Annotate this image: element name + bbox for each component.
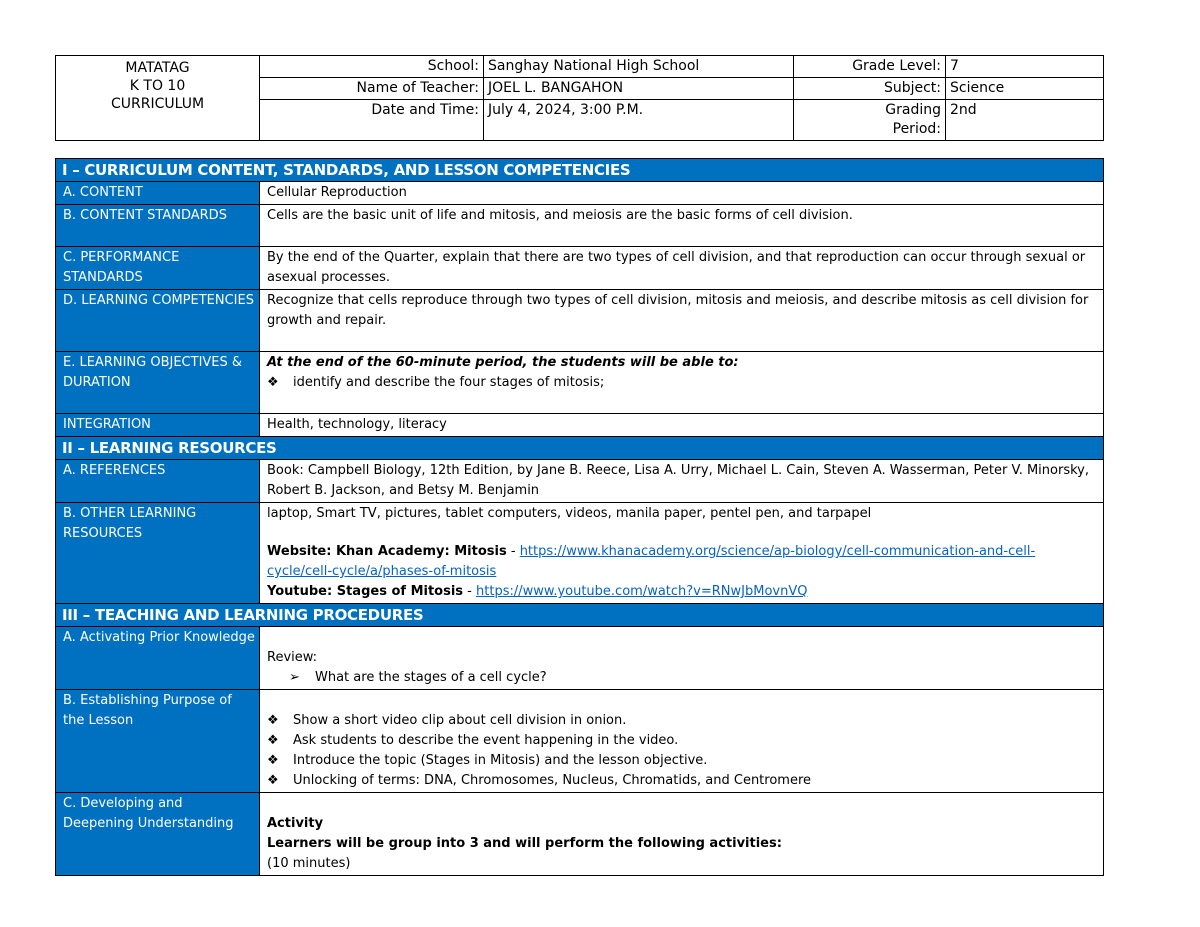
learning-objectives-cell — [260, 352, 1104, 414]
section-2-title: II – LEARNING RESOURCES — [56, 437, 1104, 460]
performance-standards-value: By the end of the Quarter, explain that there are two types of cell division, and that reproduction can occur through sexual or asexual processes. — [260, 247, 1104, 290]
integration-label: INTEGRATION — [56, 414, 260, 437]
datetime-value: July 4, 2024, 3:00 P.M. — [484, 100, 794, 141]
activity-time: (10 minutes) — [267, 856, 351, 871]
diamond-bullet-icon: ❖ — [267, 733, 279, 748]
youtube-line: Youtube: Stages of Mitosis - https://www.youtube.com/watch?v=RNwJbMovnVQ — [267, 584, 808, 599]
arrow-bullet-icon: ➢ — [289, 670, 300, 685]
curriculum-label: MATATAG K TO 10 CURRICULUM — [56, 56, 260, 141]
grade-level-value: 7 — [946, 56, 1104, 78]
section-1-title: I – CURRICULUM CONTENT, STANDARDS, AND LESSON COMPETENCIES — [56, 159, 1104, 182]
developing-understanding-cell — [260, 793, 1104, 876]
references-label: A. REFERENCES — [56, 460, 260, 503]
other-resources-label: B. OTHER LEARNING RESOURCES — [56, 503, 260, 604]
diamond-bullet-icon: ❖ — [267, 753, 279, 768]
establishing-purpose-label: B. Establishing Purpose of the Lesson — [56, 690, 260, 793]
content-value: Cellular Reproduction — [260, 182, 1104, 205]
grading-period-value: 2nd — [946, 100, 1104, 141]
content-label: A. CONTENT — [56, 182, 260, 205]
learning-competencies-value: Recognize that cells reproduce through two types of cell division, mitosis and meiosis, and describe mitosis as cell division for growth and repair. — [260, 290, 1104, 352]
list-item: ❖ Unlocking of terms: DNA, Chromosomes, Nucleus, Chromatids, and Centromere — [267, 771, 1099, 791]
teacher-label: Name of Teacher: — [260, 78, 484, 100]
objectives-intro: At the end of the 60-minute period, the students will be able to: — [267, 355, 739, 370]
diamond-bullet-icon: ❖ — [267, 375, 279, 390]
review-label: Review: — [267, 650, 318, 665]
learning-objectives-label: E. LEARNING OBJECTIVES & DURATION — [56, 352, 260, 414]
list-item: ❖ Show a short video clip about cell division in onion. — [267, 711, 1099, 731]
subject-value: Science — [946, 78, 1104, 100]
teacher-value: JOEL L. BANGAHON — [484, 78, 794, 100]
list-item: ❖ Introduce the topic (Stages in Mitosis) and the lesson objective. — [267, 751, 1099, 771]
khan-academy-link[interactable]: https://www.khanacademy.org/science/ap-biology/cell-communication-and-cell-cycle/cell-cycle/a/phases-of-mitosis — [267, 544, 1036, 579]
grading-period-label: Grading Period: — [794, 100, 946, 141]
section-3-title: III – TEACHING AND LEARNING PROCEDURES — [56, 604, 1104, 627]
datetime-label: Date and Time: — [260, 100, 484, 141]
learning-competencies-label: D. LEARNING COMPETENCIES — [56, 290, 260, 352]
activating-prior-knowledge-label: A. Activating Prior Knowledge — [56, 627, 260, 690]
performance-standards-label: C. PERFORMANCE STANDARDS — [56, 247, 260, 290]
other-resources-value: laptop, Smart TV, pictures, tablet computers, videos, manila paper, pentel pen, and tarpapel — [267, 506, 872, 521]
website-label: Website: Khan Academy: Mitosis — [267, 544, 507, 559]
content-standards-label: B. CONTENT STANDARDS — [56, 205, 260, 247]
references-value: Book: Campbell Biology, 12th Edition, by Jane B. Reece, Lisa A. Urry, Michael L. Cain, Steven A. Wasserman, Peter V. Minorsky, Robert B. Jackson, and Betsy M. Benjamin — [260, 460, 1104, 503]
establishing-purpose-cell — [260, 690, 1104, 793]
other-resources-cell — [260, 503, 1104, 604]
developing-understanding-label: C. Developing and Deepening Understanding — [56, 793, 260, 876]
subject-label: Subject: — [794, 78, 946, 100]
review-item: ➢ What are the stages of a cell cycle? — [267, 668, 1099, 688]
youtube-label: Youtube: Stages of Mitosis — [267, 584, 464, 599]
objectives-list-item: ❖ identify and describe the four stages of mitosis; — [267, 373, 1099, 393]
diamond-bullet-icon: ❖ — [267, 773, 279, 788]
activity-heading: Activity — [267, 816, 324, 831]
diamond-bullet-icon: ❖ — [267, 713, 279, 728]
school-label: School: — [260, 56, 484, 78]
integration-value: Health, technology, literacy — [260, 414, 1104, 437]
lesson-plan-table — [55, 158, 1104, 876]
activating-prior-knowledge-cell — [260, 627, 1104, 690]
header-table — [55, 55, 1104, 141]
website-line: Website: Khan Academy: Mitosis - https://www.khanacademy.org/science/ap-biology/cell-communication-and-cell-cycle/cell-cycle/a/phases-of-mitosis — [267, 544, 1036, 579]
grade-level-label: Grade Level: — [794, 56, 946, 78]
content-standards-value: Cells are the basic unit of life and mitosis, and meiosis are the basic forms of cell division. — [260, 205, 1104, 247]
youtube-link[interactable]: https://www.youtube.com/watch?v=RNwJbMovnVQ — [476, 584, 808, 599]
list-item: ❖ Ask students to describe the event happening in the video. — [267, 731, 1099, 751]
activity-instruction: Learners will be group into 3 and will perform the following activities: — [267, 836, 782, 851]
school-value: Sanghay National High School — [484, 56, 794, 78]
